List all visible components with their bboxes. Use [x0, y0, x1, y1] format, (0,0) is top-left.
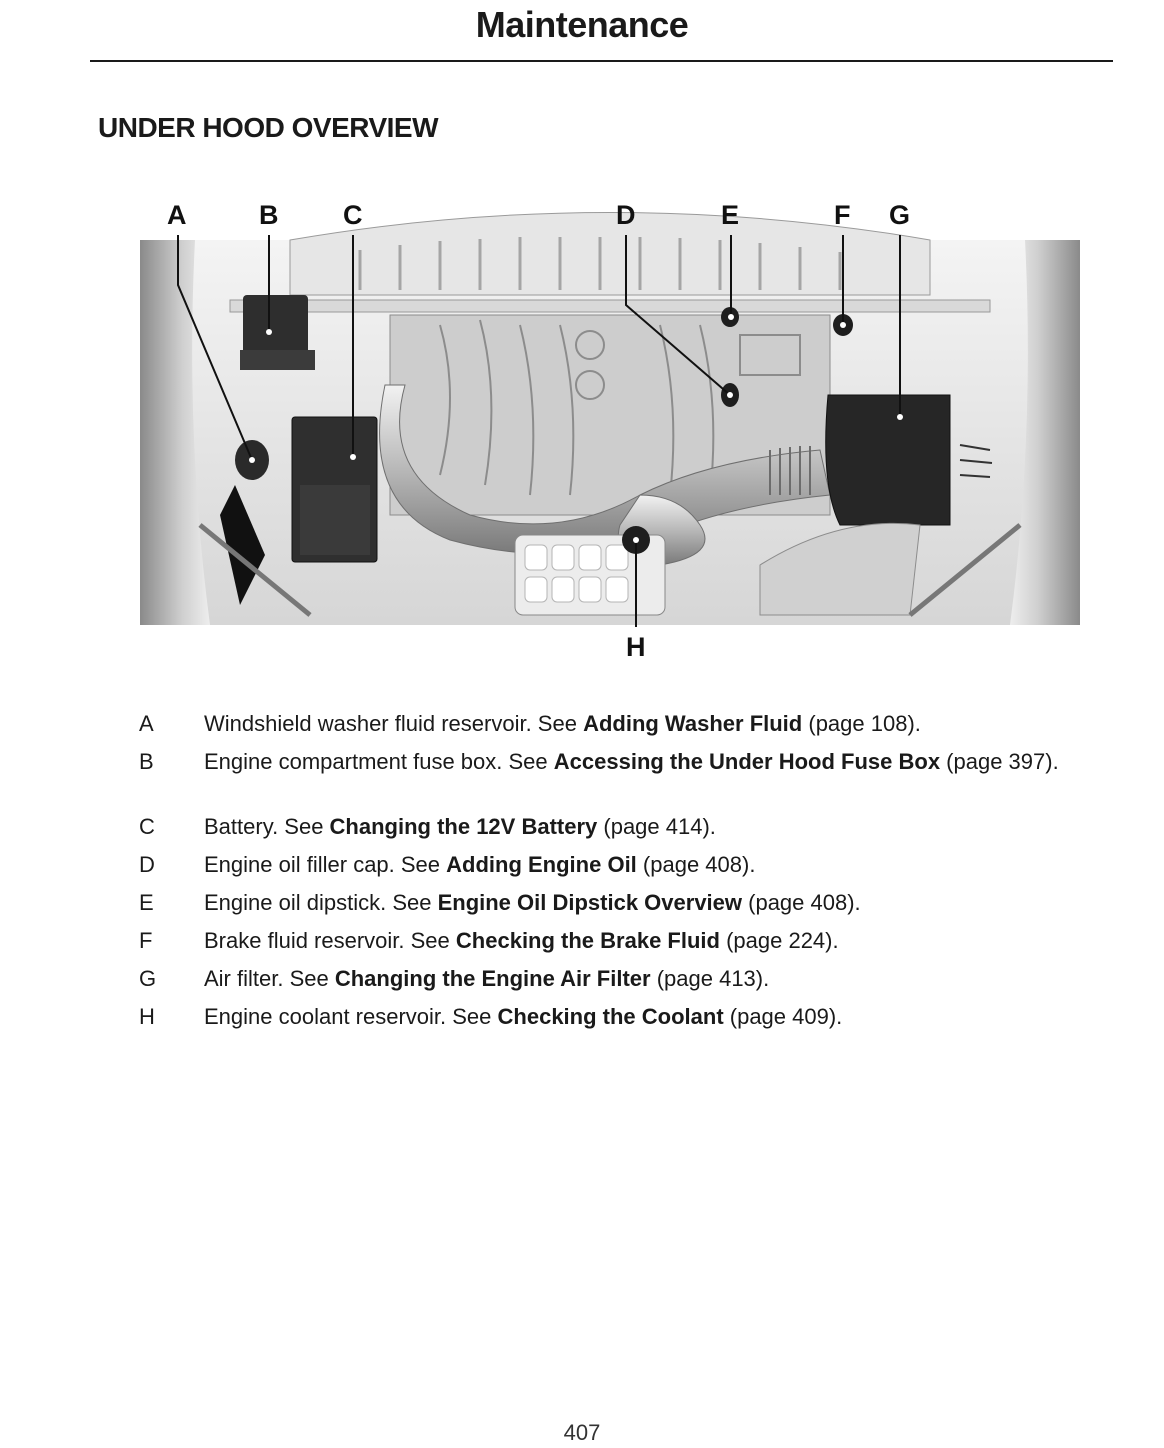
page-number: 407: [563, 1420, 601, 1445]
cross-reference-link[interactable]: Checking the Coolant: [497, 1004, 724, 1029]
under-hood-illustration: [140, 195, 1080, 670]
legend-key: D: [139, 852, 155, 877]
page-reference: (page 413).: [650, 966, 770, 991]
legend-description: Engine oil filler cap. See: [204, 852, 447, 877]
callout-g: G: [889, 200, 911, 230]
cross-reference-link[interactable]: Engine Oil Dipstick Overview: [437, 890, 743, 915]
cross-reference-link[interactable]: Changing the Engine Air Filter: [334, 966, 651, 991]
page-reference: (page 408).: [636, 852, 756, 877]
cross-reference-link[interactable]: Adding Washer Fluid: [583, 711, 803, 736]
callout-d: D: [616, 200, 636, 230]
legend-key: E: [139, 890, 154, 915]
callout-a: A: [167, 200, 187, 230]
legend-key: B: [139, 749, 154, 774]
legend-key: F: [139, 928, 153, 953]
page-reference: (page 224).: [719, 928, 839, 953]
engine-bay-drawing: [140, 213, 1080, 626]
legend-key: H: [139, 1004, 155, 1029]
page-reference: (page 414).: [597, 814, 716, 839]
chapter-title: Maintenance: [475, 4, 689, 45]
legend-key: G: [139, 966, 157, 991]
header-divider: [90, 60, 1113, 62]
legend-key: A: [139, 711, 154, 736]
legend-description: Brake fluid reservoir. See: [204, 928, 456, 953]
callout-c: C: [343, 200, 363, 230]
page-reference: (page 408).: [742, 890, 861, 915]
legend-description: Windshield washer fluid reservoir. See: [204, 711, 584, 736]
callout-b: B: [259, 200, 279, 230]
legend-key: C: [139, 814, 155, 839]
callout-f: F: [834, 200, 851, 230]
cross-reference-link[interactable]: Accessing the Under Hood Fuse Box: [553, 749, 941, 774]
page-reference: (page 409).: [723, 1004, 843, 1029]
cross-reference-link[interactable]: Checking the Brake Fluid: [455, 928, 720, 953]
callout-e: E: [721, 200, 740, 230]
legend-description: Engine coolant reservoir. See: [204, 1004, 498, 1029]
legend-description: Air filter. See: [204, 966, 335, 991]
page-reference: (page 108).: [802, 711, 921, 736]
cross-reference-link[interactable]: Adding Engine Oil: [446, 852, 637, 877]
legend-description: Engine oil dipstick. See: [204, 890, 438, 915]
page-reference: (page 397).: [940, 749, 1059, 774]
cross-reference-link[interactable]: Changing the 12V Battery: [329, 814, 598, 839]
callout-h: H: [626, 632, 646, 662]
legend-description: Engine compartment fuse box. See: [204, 749, 554, 774]
section-title: UNDER HOOD OVERVIEW: [98, 112, 439, 143]
legend-description: Battery. See: [204, 814, 330, 839]
